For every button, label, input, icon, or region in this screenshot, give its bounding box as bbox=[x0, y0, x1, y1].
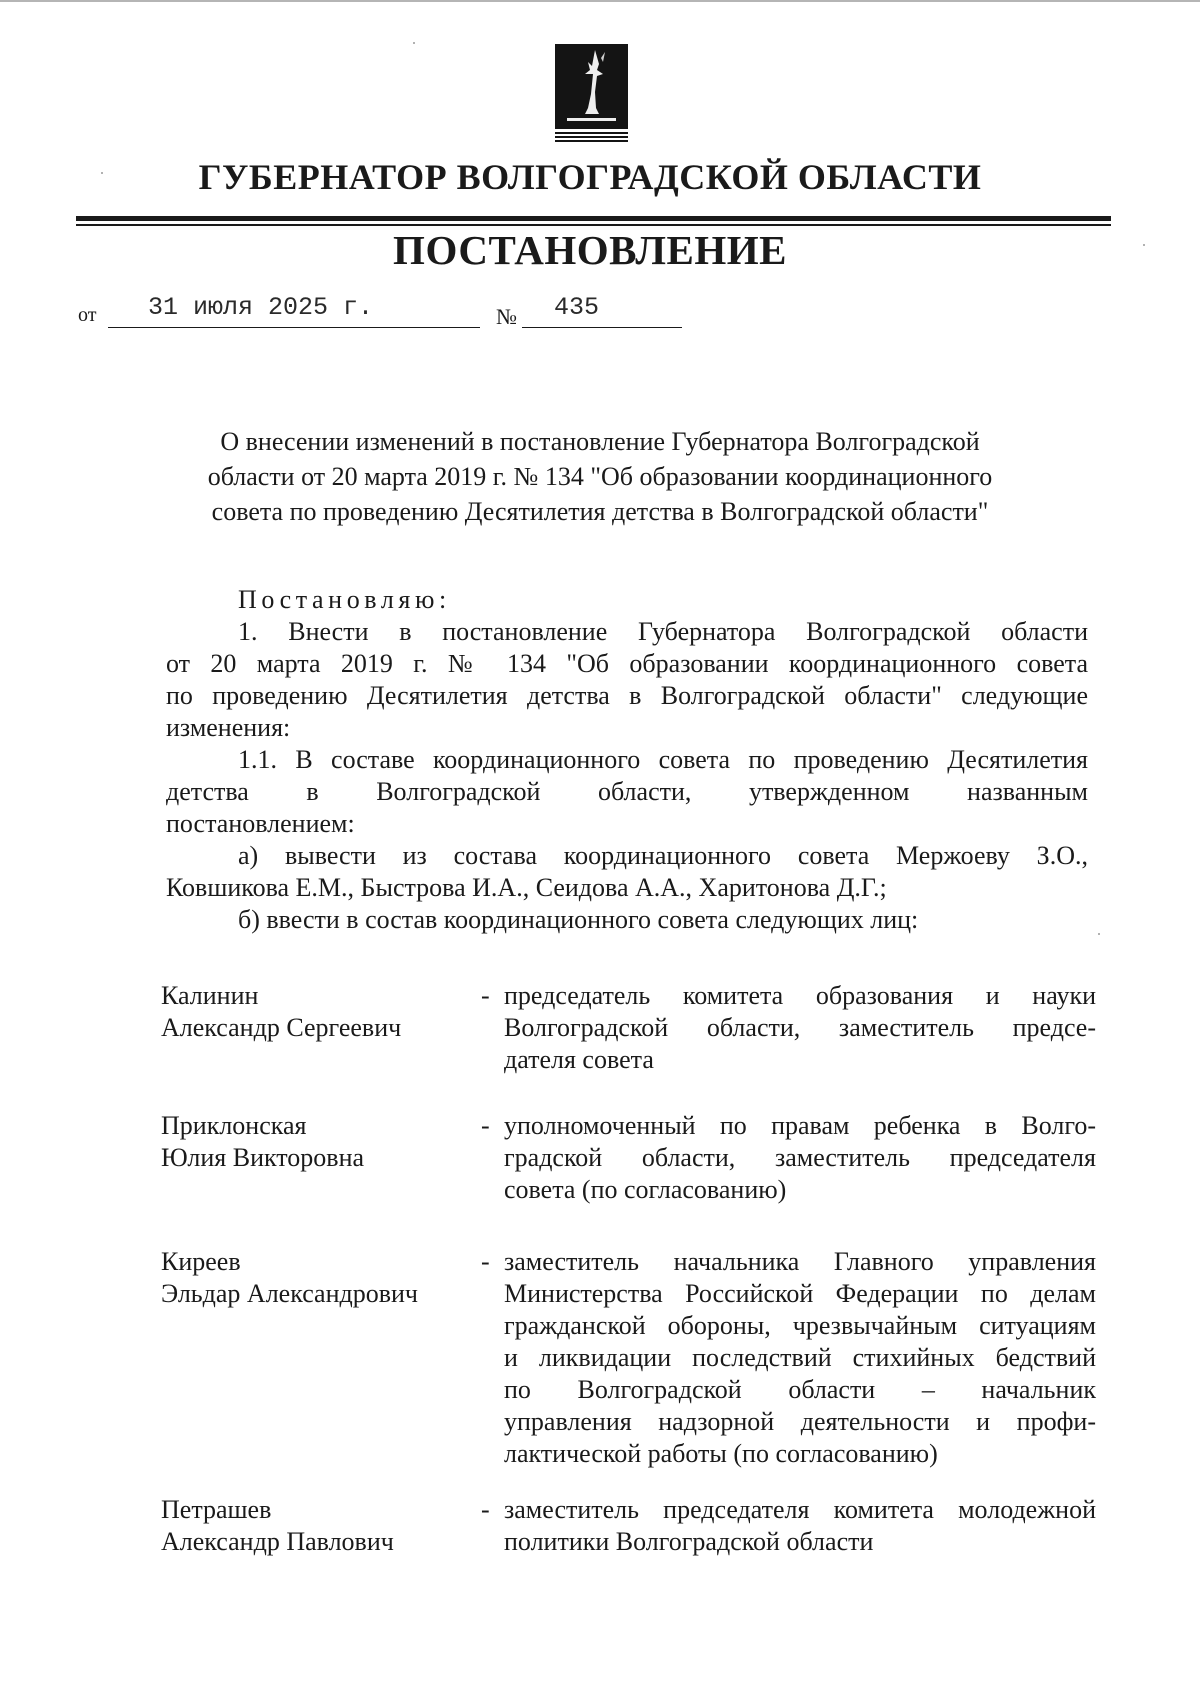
document-date: 31 июля 2025 г. bbox=[148, 293, 374, 322]
role-line: и ликвидации последствий стихийных бедствий bbox=[504, 1343, 1096, 1372]
member-given-names: Эльдар Александрович bbox=[161, 1279, 419, 1308]
date-prefix: от bbox=[78, 304, 97, 326]
paragraph-line: Ковшикова Е.М., Быстрова И.А., Сеидова А.А., Харитонова Д.Г.; bbox=[166, 873, 887, 902]
member-name bbox=[161, 1110, 364, 1174]
role-line: Волгоградской области, заместитель предсе- bbox=[504, 1013, 1096, 1042]
role-line: дателя совета bbox=[504, 1045, 654, 1074]
member-surname: Калинин bbox=[161, 981, 259, 1010]
member-dash: - bbox=[481, 1247, 490, 1276]
member-dash: - bbox=[481, 981, 490, 1010]
role-line: гражданской обороны, чрезвычайным ситуациям bbox=[504, 1311, 1096, 1340]
paragraph-line: постановлением: bbox=[166, 809, 355, 838]
number-prefix: № bbox=[496, 304, 517, 329]
scan-edge bbox=[0, 0, 1200, 2]
member-role bbox=[504, 1494, 1096, 1558]
issuing-authority: ГУБЕРНАТОР ВОЛГОГРАДСКОЙ ОБЛАСТИ bbox=[198, 157, 982, 197]
coat-of-arms-icon bbox=[555, 44, 628, 146]
member-dash: - bbox=[481, 1495, 490, 1524]
member-name bbox=[161, 980, 401, 1044]
role-line: уполномоченный по правам ребенка в Волго- bbox=[504, 1111, 1096, 1140]
document-type-title: ПОСТАНОВЛЕНИЕ bbox=[393, 227, 787, 273]
member-given-names: Александр Сергеевич bbox=[161, 1013, 402, 1042]
member-role bbox=[504, 1246, 1096, 1470]
paragraph-line: по проведению Десятилетия детства в Волгоградской области" следующие bbox=[166, 681, 1088, 710]
paragraph-line: изменения: bbox=[166, 713, 291, 742]
paragraph-1-1 bbox=[166, 744, 1088, 840]
paragraph-a bbox=[166, 840, 1088, 904]
paragraph-line: а) вывести из состава координационного совета Мержоеву З.О., bbox=[238, 841, 1088, 870]
member-surname: Петрашев bbox=[161, 1495, 272, 1524]
paragraph-line: 1. Внести в постановление Губернатора Волгоградской области bbox=[238, 617, 1088, 646]
document-subject bbox=[120, 424, 1080, 529]
role-line: лактической работы (по согласованию) bbox=[504, 1439, 938, 1468]
paragraph-b bbox=[166, 904, 1088, 936]
member-role bbox=[504, 980, 1096, 1076]
role-line: заместитель начальника Главного управления bbox=[504, 1247, 1096, 1276]
date-underline bbox=[108, 327, 480, 328]
paragraph-line: 1.1. В составе координационного совета по проведению Десятилетия bbox=[238, 745, 1088, 774]
role-line: председатель комитета образования и науки bbox=[504, 981, 1096, 1010]
role-line: заместитель председателя комитета молодежной bbox=[504, 1495, 1096, 1524]
member-name bbox=[161, 1494, 394, 1558]
role-line: совета (по согласованию) bbox=[504, 1175, 787, 1204]
role-line: градской области, заместитель председателя bbox=[504, 1143, 1096, 1172]
scan-speck bbox=[1098, 933, 1100, 935]
header-rule bbox=[76, 216, 1111, 221]
decree-word: Постановляю: bbox=[238, 585, 451, 614]
subject-line: области от 20 марта 2019 г. № 134 "Об образовании координационного bbox=[207, 462, 993, 491]
member-surname: Киреев bbox=[161, 1247, 241, 1276]
member-name bbox=[161, 1246, 418, 1310]
paragraph-line: от 20 марта 2019 г. № 134 "Об образовании координационного совета bbox=[166, 649, 1088, 678]
paragraph-1 bbox=[166, 616, 1088, 744]
subject-line: О внесении изменений в постановление Губернатора Волгоградской bbox=[220, 427, 980, 456]
member-surname: Приклонская bbox=[161, 1111, 307, 1140]
document-number: 435 bbox=[554, 293, 600, 322]
member-role bbox=[504, 1110, 1096, 1206]
role-line: Министерства Российской Федерации по делам bbox=[504, 1279, 1096, 1308]
role-line: политики Волгоградской области bbox=[504, 1527, 874, 1556]
subject-line: совета по проведению Десятилетия детства в Волгоградской области" bbox=[211, 497, 989, 526]
member-dash: - bbox=[481, 1111, 490, 1140]
role-line: управления надзорной деятельности и профи- bbox=[504, 1407, 1096, 1436]
member-given-names: Александр Павлович bbox=[161, 1527, 394, 1556]
paragraph-line: б) ввести в состав координационного совета следующих лиц: bbox=[238, 905, 919, 934]
number-underline bbox=[522, 327, 682, 328]
role-line: по Волгоградской области – начальник bbox=[504, 1375, 1096, 1404]
member-given-names: Юлия Викторовна bbox=[161, 1143, 365, 1172]
scan-speck bbox=[413, 42, 415, 44]
paragraph-line: детства в Волгоградской области, утвержденном названным bbox=[166, 777, 1088, 806]
